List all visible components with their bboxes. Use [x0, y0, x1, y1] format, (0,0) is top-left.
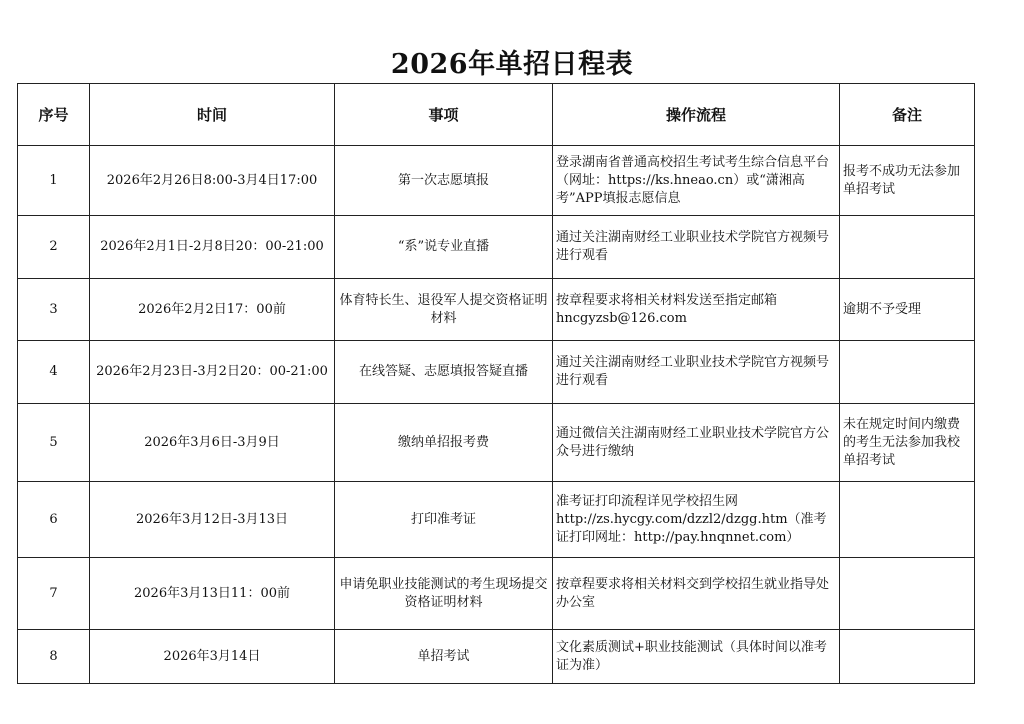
- cell-no: 3: [18, 279, 90, 341]
- cell-item: 在线答疑、志愿填报答疑直播: [335, 341, 553, 404]
- header-process: 操作流程: [553, 84, 840, 146]
- cell-item: “系”说专业直播: [335, 216, 553, 279]
- cell-no: 2: [18, 216, 90, 279]
- cell-process: 通过关注湖南财经工业职业技术学院官方视频号进行观看: [553, 216, 840, 279]
- table-row: [18, 630, 975, 684]
- table-row: [18, 146, 975, 216]
- cell-process: 按章程要求将相关材料交到学校招生就业指导处办公室: [553, 558, 840, 630]
- cell-note: 未在规定时间内缴费的考生无法参加我校单招考试: [840, 404, 975, 482]
- cell-process: 通过微信关注湖南财经工业职业技术学院官方公众号进行缴纳: [553, 404, 840, 482]
- cell-note: [840, 630, 975, 684]
- header-row: [18, 84, 975, 146]
- table-row: [18, 482, 975, 558]
- cell-no: 7: [18, 558, 90, 630]
- cell-time: 2026年2月23日-3月2日20：00-21:00: [90, 341, 335, 404]
- cell-time: 2026年2月1日-2月8日20：00-21:00: [90, 216, 335, 279]
- cell-no: 1: [18, 146, 90, 216]
- table-row: [18, 279, 975, 341]
- header-item: 事项: [335, 84, 553, 146]
- cell-time: 2026年3月6日-3月9日: [90, 404, 335, 482]
- table-row: [18, 404, 975, 482]
- cell-note: [840, 341, 975, 404]
- cell-process: 文化素质测试+职业技能测试（具体时间以准考证为准）: [553, 630, 840, 684]
- cell-note: 报考不成功无法参加单招考试: [840, 146, 975, 216]
- cell-time: 2026年3月14日: [90, 630, 335, 684]
- cell-no: 6: [18, 482, 90, 558]
- header-time: 时间: [90, 84, 335, 146]
- cell-no: 4: [18, 341, 90, 404]
- header-note: 备注: [840, 84, 975, 146]
- cell-process: 通过关注湖南财经工业职业技术学院官方视频号进行观看: [553, 341, 840, 404]
- schedule-table: [17, 83, 975, 684]
- cell-item: 单招考试: [335, 630, 553, 684]
- cell-process: 准考证打印流程详见学校招生网http://zs.hycgy.com/dzzl2/dzgg.htm（准考证打印网址：http://pay.hnqnnet.com）: [553, 482, 840, 558]
- cell-note: 逾期不予受理: [840, 279, 975, 341]
- cell-time: 2026年2月26日8:00-3月4日17:00: [90, 146, 335, 216]
- cell-process: 登录湖南省普通高校招生考试考生综合信息平台（网址：https://ks.hneao.cn）或“潇湘高考”APP填报志愿信息: [553, 146, 840, 216]
- cell-item: 体育特长生、退役军人提交资格证明材料: [335, 279, 553, 341]
- cell-no: 5: [18, 404, 90, 482]
- cell-item: 缴纳单招报考费: [335, 404, 553, 482]
- table-row: [18, 558, 975, 630]
- cell-time: 2026年3月13日11：00前: [90, 558, 335, 630]
- cell-time: 2026年2月2日17：00前: [90, 279, 335, 341]
- cell-process: 按章程要求将相关材料发送至指定邮箱hncgyzsb@126.com: [553, 279, 840, 341]
- cell-no: 8: [18, 630, 90, 684]
- header-no: 序号: [18, 84, 90, 146]
- cell-note: [840, 482, 975, 558]
- table-row: [18, 341, 975, 404]
- cell-note: [840, 558, 975, 630]
- cell-item: 第一次志愿填报: [335, 146, 553, 216]
- cell-note: [840, 216, 975, 279]
- table-row: [18, 216, 975, 279]
- page-title: 2026年单招日程表: [390, 49, 634, 80]
- cell-time: 2026年3月12日-3月13日: [90, 482, 335, 558]
- cell-item: 申请免职业技能测试的考生现场提交资格证明材料: [335, 558, 553, 630]
- cell-item: 打印准考证: [335, 482, 553, 558]
